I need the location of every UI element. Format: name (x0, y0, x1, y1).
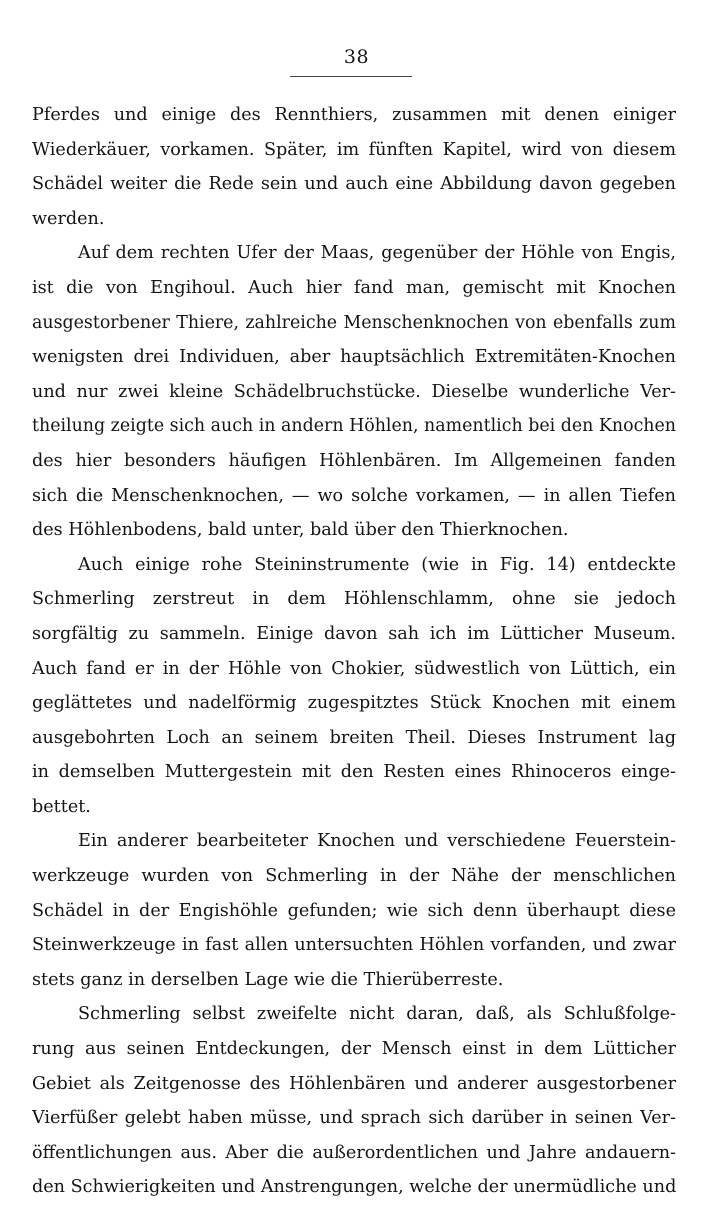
text-line: den Schwierigkeiten und Anstrengungen, welche der unermüdliche und (32, 1177, 676, 1198)
text-line: werkzeuge wurden von Schmerling in der Nähe der menschlichen (32, 866, 676, 887)
text-line: ist die von Engihoul. Auch hier fand man, gemischt mit Knochen (32, 277, 676, 298)
text-line: bettet. (32, 796, 91, 817)
paragraph-5 (32, 997, 676, 1205)
paragraph-3 (32, 548, 676, 825)
text-line: Auch fand er in der Höhle von Chokier, südwestlich von Lüttich, ein (32, 658, 676, 679)
text-line: Schmerling selbst zweifelte nicht daran, daß, als Schlußfolge- (78, 1004, 676, 1025)
text-line: Schmerling zerstreut in dem Höhlenschlamm, ohne sie jedoch (32, 589, 676, 610)
paragraph-4 (32, 824, 676, 997)
text-line: stets ganz in derselben Lage wie die Thierüberreste. (32, 969, 504, 990)
text-line: Gebiet als Zeitgenosse des Höhlenbären und anderer ausgestorbener (32, 1073, 676, 1094)
text-line: Auf dem rechten Ufer der Maas, gegenüber der Höhle von Engis, (78, 243, 676, 264)
text-line: und nur zwei kleine Schädelbruchstücke. Dieselbe wunderliche Ver- (32, 381, 676, 402)
text-line: sich die Menschenknochen, — wo solche vorkamen, — in allen Tiefen (32, 485, 676, 506)
text-line: Schädel weiter die Rede sein und auch eine Abbildung davon gegeben (32, 174, 676, 195)
header-rule (290, 76, 412, 77)
text-line: theilung zeigte sich auch in andern Höhlen, namentlich bei den Knochen (32, 416, 676, 437)
text-line: Schädel in der Engishöhle gefunden; wie sich denn überhaupt diese (32, 900, 676, 921)
text-line: Wiederkäuer, vorkamen. Später, im fünften Kapitel, wird von diesem (32, 139, 676, 160)
page-number: 38 (343, 46, 370, 68)
paragraph-2 (32, 236, 676, 547)
text-line: Pferdes und einige des Rennthiers, zusammen mit denen einiger (32, 105, 676, 125)
text-line: sorgfältig zu sammeln. Einige davon sah ich im Lütticher Museum. (32, 623, 676, 644)
text-line: Auch einige rohe Steininstrumente (wie in Fig. 14) entdeckte (78, 554, 676, 575)
text-line: öffentlichungen aus. Aber die außerordentlichen und Jahre andauern- (32, 1142, 676, 1163)
text-line: des hier besonders häufigen Höhlenbären. Im Allgemeinen fanden (32, 450, 676, 471)
text-line: Steinwerkzeuge in fast allen untersuchten Höhlen vorfanden, und zwar (32, 935, 676, 956)
text-line: werden. (32, 208, 105, 229)
text-line: Ein anderer bearbeiteter Knochen und verschiedene Feuerstein- (78, 831, 676, 852)
text-line: rung aus seinen Entdeckungen, der Mensch einst in dem Lütticher (32, 1039, 676, 1060)
text-line: wenigsten drei Individuen, aber hauptsächlich Extremitäten-Knochen (32, 347, 676, 368)
text-line: ausgebohrten Loch an seinem breiten Theil. Dieses Instrument lag (32, 727, 676, 748)
paragraph-1 (32, 98, 676, 236)
text-line: ausgestorbener Thiere, zahlreiche Menschenknochen von ebenfalls zum (32, 312, 676, 333)
text-line: in demselben Muttergestein mit den Resten eines Rhinoceros einge- (32, 762, 676, 783)
body-text (32, 98, 676, 1205)
text-line: Vierfüßer gelebt haben müsse, und sprach sich darüber in seinen Ver- (32, 1108, 676, 1129)
text-line: geglättetes und nadelförmig zugespitztes Stück Knochen mit einem (32, 693, 676, 714)
text-line: des Höhlenbodens, bald unter, bald über den Thierknochen. (32, 520, 569, 541)
